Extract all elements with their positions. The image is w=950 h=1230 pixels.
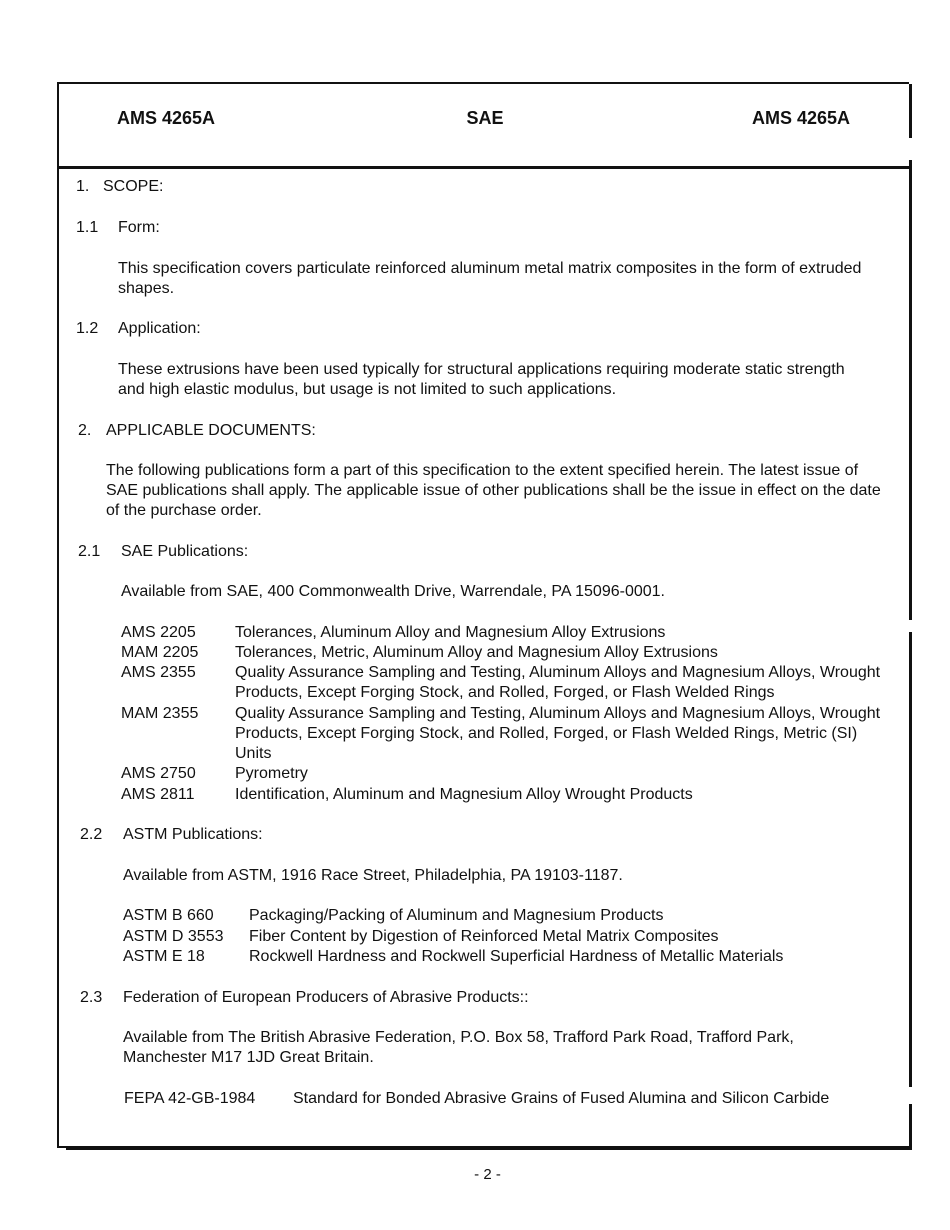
section-body: The following publications form a part of this specification to the extent specified herein. The latest issue of SAE publications shall apply. The applicable issue of other publications shall be the issue in effect on the date of the purchase order. xyxy=(106,462,881,519)
frame-edge xyxy=(909,160,912,620)
section-title: SCOPE: xyxy=(103,178,164,195)
header-divider xyxy=(57,166,912,169)
doc-code: AMS 2750 xyxy=(121,765,196,782)
section-title: SAE Publications: xyxy=(121,543,249,560)
doc-desc: Fiber Content by Digestion of Reinforced Metal Matrix Composites xyxy=(249,928,719,945)
doc-code: MAM 2205 xyxy=(121,644,199,661)
section-title: Federation of European Producers of Abrasive Products:: xyxy=(123,989,529,1006)
doc-id-left: AMS 4265A xyxy=(117,108,216,128)
doc-code: AMS 2811 xyxy=(121,786,195,803)
section-number: 2. xyxy=(78,422,92,439)
section-number: 2.1 xyxy=(78,543,101,560)
section-number: 1.2 xyxy=(76,320,99,337)
frame-edge xyxy=(909,1104,912,1150)
availability-note: Available from ASTM, 1916 Race Street, Philadelphia, PA 19103-1187. xyxy=(123,867,623,884)
doc-desc: Identification, Aluminum and Magnesium Alloy Wrought Products xyxy=(235,786,693,803)
section-number: 2.2 xyxy=(80,826,103,843)
doc-code: FEPA 42-GB-1984 xyxy=(124,1090,256,1107)
doc-desc: Pyrometry xyxy=(235,765,308,782)
doc-desc: Tolerances, Aluminum Alloy and Magnesium Alloy Extrusions xyxy=(235,624,666,641)
doc-code: ASTM E 18 xyxy=(123,948,205,965)
frame-edge xyxy=(909,632,912,1087)
doc-code: MAM 2355 xyxy=(121,705,199,722)
doc-desc: Standard for Bonded Abrasive Grains of Fused Alumina and Silicon Carbide xyxy=(293,1090,830,1107)
doc-code: AMS 2355 xyxy=(121,664,196,681)
org-name: SAE xyxy=(466,108,504,128)
frame-edge xyxy=(66,1148,912,1150)
section-number: 2.3 xyxy=(80,989,103,1006)
availability-note: Available from The British Abrasive Federation, P.O. Box 58, Trafford Park Road, Trafford Park, Manchester M17 1JD Great Britain. xyxy=(123,1029,794,1066)
doc-desc: Packaging/Packing of Aluminum and Magnesium Products xyxy=(249,907,664,924)
doc-code: AMS 2205 xyxy=(121,624,196,641)
section-number: 1.1 xyxy=(76,219,99,236)
doc-desc: Rockwell Hardness and Rockwell Superficial Hardness of Metallic Materials xyxy=(249,948,784,965)
doc-desc: Quality Assurance Sampling and Testing, Aluminum Alloys and Magnesium Alloys, Wrought Products, Except Forging Stock, and Rolled, Forged, or Flash Welded Rings xyxy=(235,664,881,701)
section-number: 1. xyxy=(76,178,90,195)
section-body: These extrusions have been used typically for structural applications requiring moderate static strength and high elastic modulus, but usage is not limited to such applications. xyxy=(118,361,845,398)
section-title: APPLICABLE DOCUMENTS: xyxy=(106,422,316,439)
section-title: ASTM Publications: xyxy=(123,826,263,843)
doc-code: ASTM D 3553 xyxy=(123,928,224,945)
doc-desc: Quality Assurance Sampling and Testing, Aluminum Alloys and Magnesium Alloys, Wrought Products, Except Forging Stock, and Rolled, Forged, or Flash Welded Rings, Metric (SI) Units xyxy=(235,705,881,762)
doc-id-right: AMS 4265A xyxy=(752,108,851,128)
section-title: Form: xyxy=(118,219,160,236)
doc-desc: Tolerances, Metric, Aluminum Alloy and Magnesium Alloy Extrusions xyxy=(235,644,718,661)
section-title: Application: xyxy=(118,320,201,337)
section-body: This specification covers particulate reinforced aluminum metal matrix composites in the form of extruded shapes. xyxy=(118,260,862,297)
doc-code: ASTM B 660 xyxy=(123,907,214,924)
availability-note: Available from SAE, 400 Commonwealth Drive, Warrendale, PA 15096-0001. xyxy=(121,583,665,600)
page-number: - 2 - xyxy=(474,1166,501,1183)
